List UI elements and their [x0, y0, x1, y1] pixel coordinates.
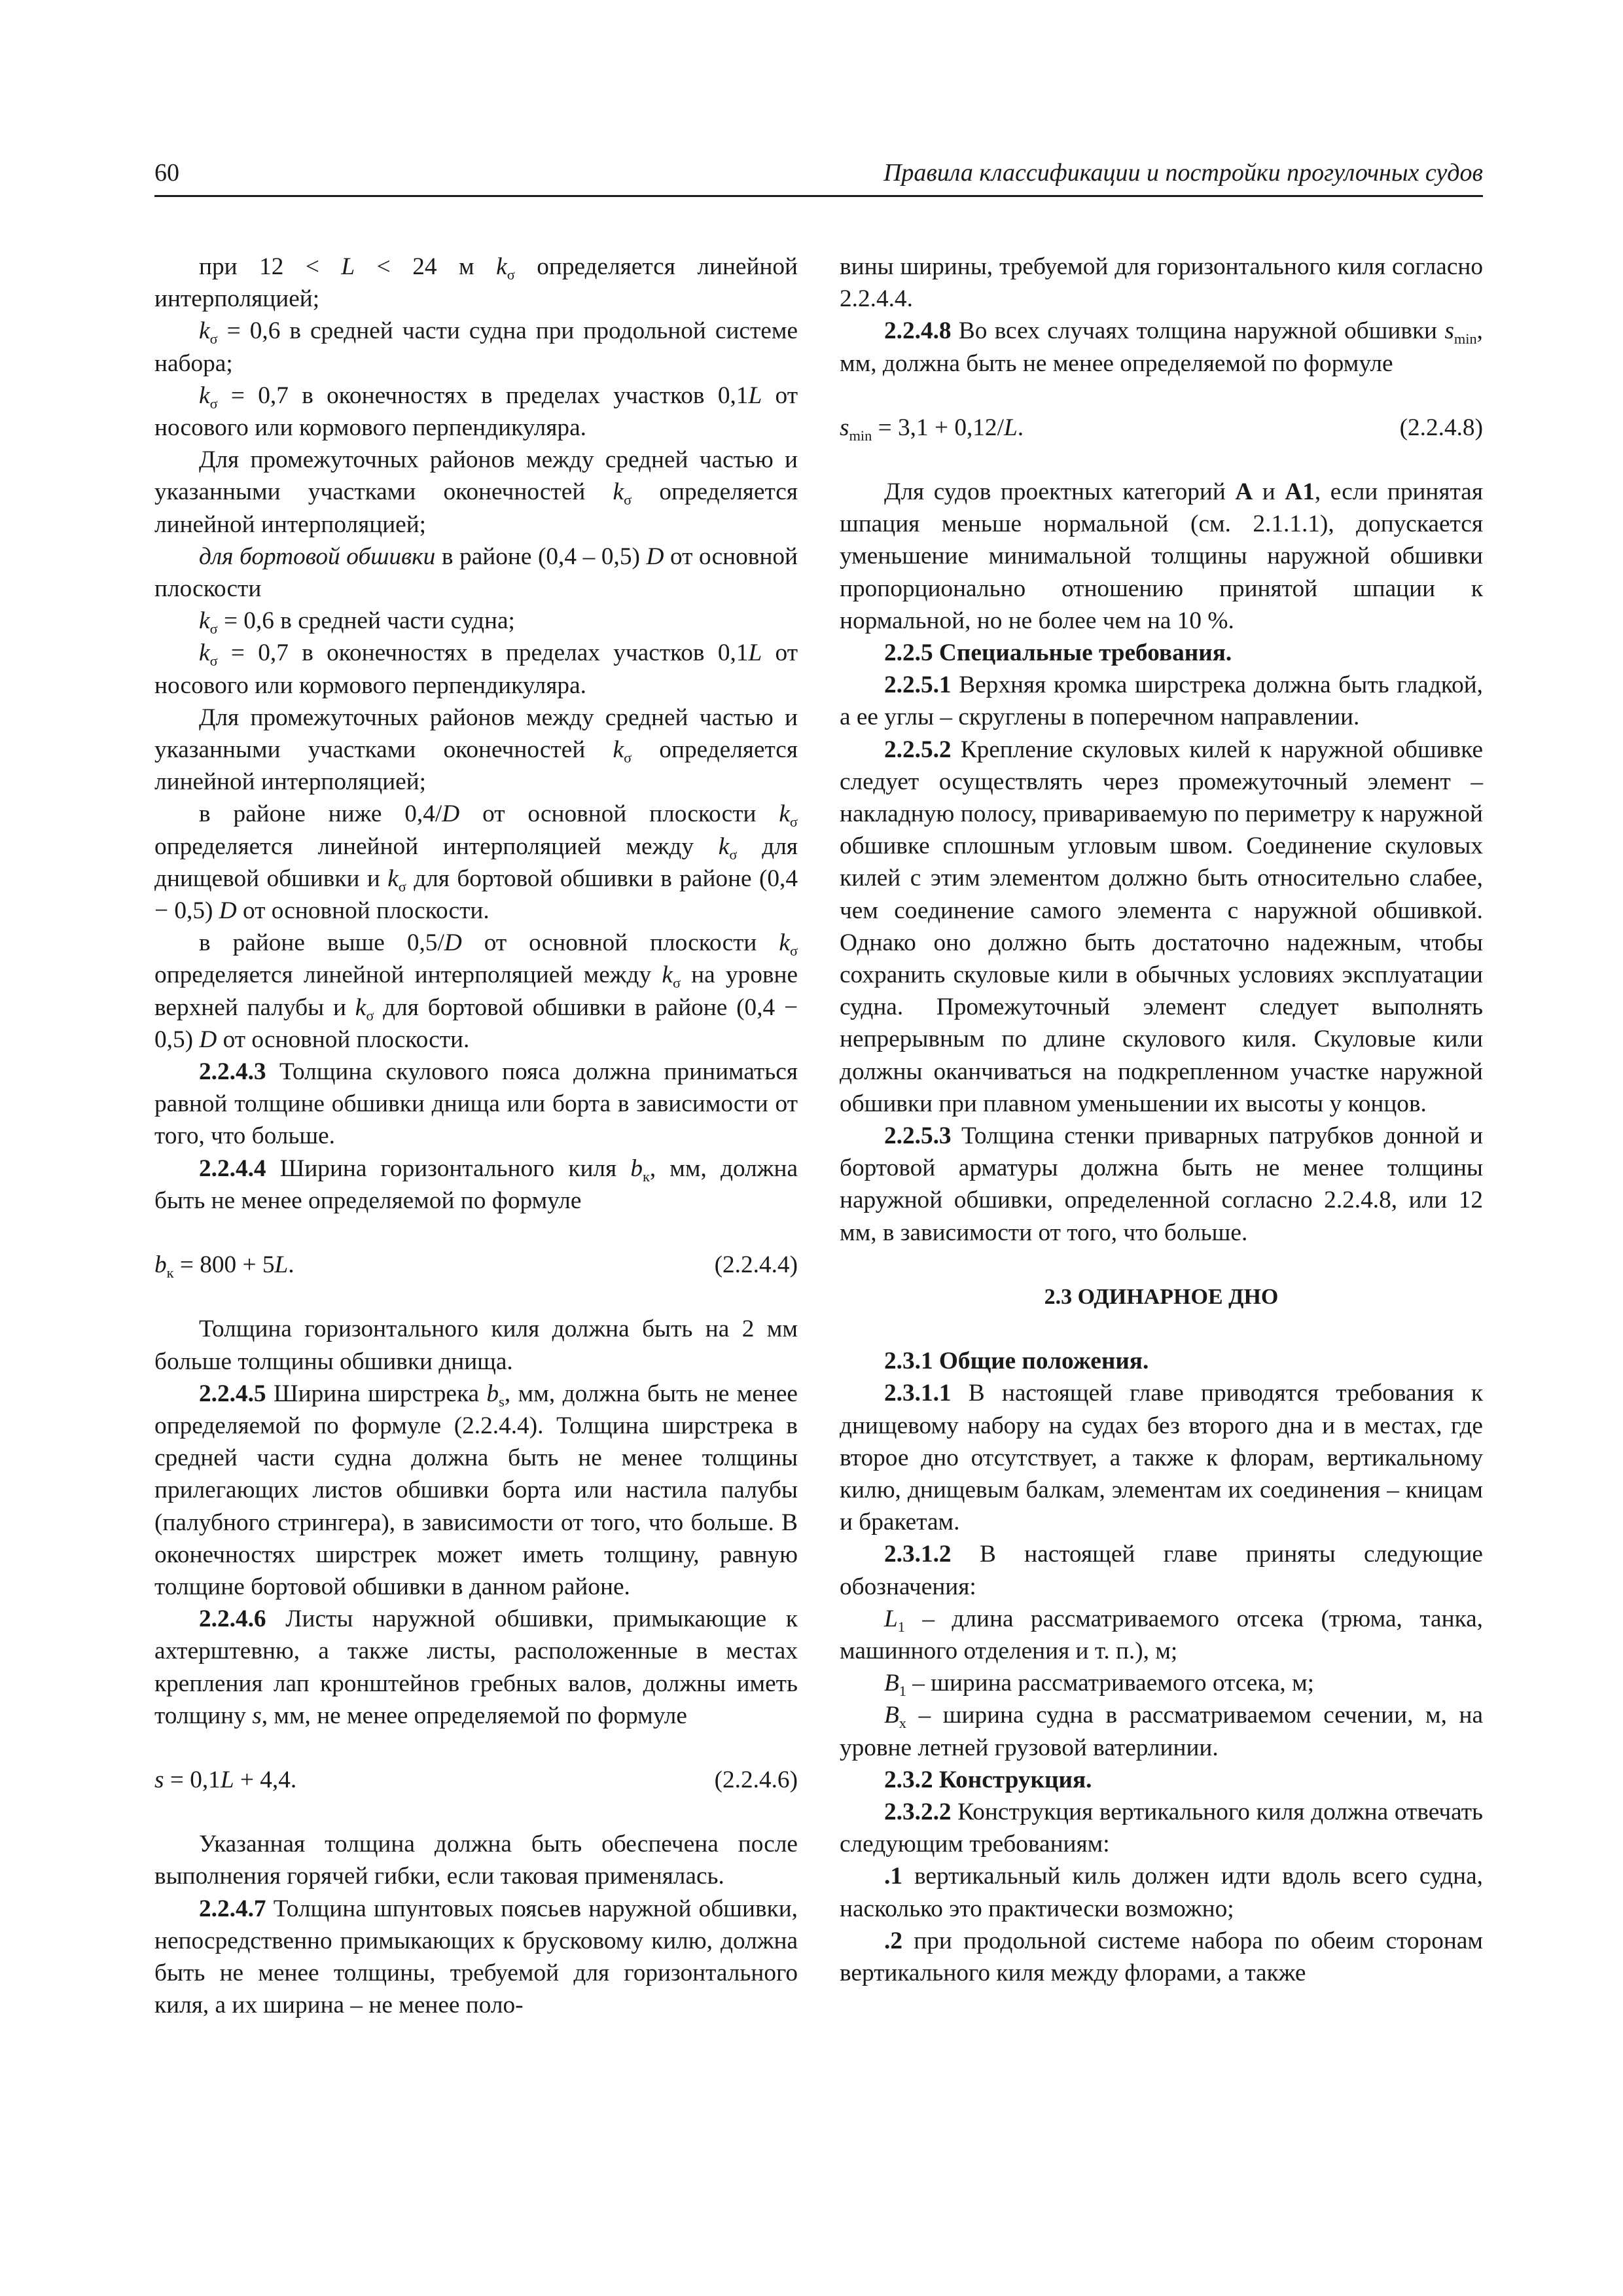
left-column	[154, 251, 798, 2021]
paragraph: 2.2.4.3 Толщина скулового пояса должна приниматься равной толщине обшивки днища или борта в зависимости от того, что больше.	[154, 1058, 798, 1150]
paragraph: 2.3.2.2 Конструкция вертикального киля должна отвечать следующим требованиям:	[840, 1798, 1483, 1858]
list-item: .2 при продольной системе набора по обеим сторонам вертикального киля между флорами, а также	[840, 1927, 1483, 1986]
paragraph: 2.2.5.2 Крепление скуловых килей к наружной обшивке следует осуществлять через промежуточный элемент – накладную полосу, привариваемую по периметру к наружной обшивке сплошным угловым швом. Соединение скуловых килей с этим элементом должно быть относительно слабее, чем соединение самого элемента с наружной обшивкой. Однако оно должно быть достаточно надежным, чтобы сохранить скуловые кили в обычных условиях эксплуатации судна. Промежуточный элемент следует выполнять непрерывным по длине скулового киля. Скуловые кили должны оканчиваться на подкрепленном участке наружной обшивки при плавном уменьшении их высоты у концов.	[840, 736, 1483, 1117]
page-header	[154, 157, 1483, 197]
subsection-heading: 2.3.1 Общие положения.	[884, 1348, 1149, 1375]
paragraph: $k_\sigma = 0,6$ в средней части судна при продольной системе набора;	[154, 317, 798, 377]
paragraph: $k_\sigma = 0,7$ в оконечностях в пределах участков 0,1L от носового или кормового перпендикуляра.	[154, 382, 798, 442]
subsection-heading: 2.3.2 Конструкция.	[884, 1766, 1092, 1793]
definition-item: $B_1$ – ширина рассматриваемого отсека, м;	[884, 1670, 1315, 1700]
definition-item: $B_x$ – ширина судна в рассматриваемом сечении, м, на уровне летней грузовой ватерлинии.	[840, 1702, 1483, 1761]
paragraph: в районе выше 0,5/D от основной плоскости $k_\sigma$ определяется линейной интерполяцией между $k_\sigma$ на уровне верхней палубы и $k_\sigma$ для бортовой обшивки в районе (0,4 − 0,5) D от основной плоскости.	[154, 929, 798, 1053]
section-title: 2.3 ОДИНАРНОЕ ДНО	[1044, 1284, 1279, 1309]
paragraph: для бортовой обшивки в районе (0,4 – 0,5) D от основной плоскости	[154, 543, 798, 603]
definition-item: $L_1$ – длина рассматриваемого отсека (трюма, танка, машинного отделения и т. п.), м;	[840, 1605, 1483, 1664]
running-title: Правила классификации и постройки прогулочных судов	[883, 159, 1483, 187]
formula-number: (2.2.4.8)	[1399, 414, 1483, 441]
subsection-heading: 2.2.5 Специальные требования.	[884, 639, 1232, 667]
paragraph: $k_\sigma = 0,6$ в средней части судна;	[199, 607, 515, 637]
right-column	[840, 251, 1483, 1989]
paragraph: 2.3.1.1 В настоящей главе приводятся требования к днищевому набору на судах без второго дна и в местах, где второе дно отсутствует, а также к флорам, вертикальному килю, днищевым балкам, элементам их соединения – кницам и бракетам.	[840, 1380, 1483, 1536]
paragraph: 2.2.4.4 Ширина горизонтального киля $b_к$, мм, должна быть не менее определяемой по формуле	[154, 1155, 798, 1214]
paragraph: 2.3.1.2 В настоящей главе приняты следующие обозначения:	[840, 1541, 1483, 1600]
paragraph: 2.2.5.3 Толщина стенки приварных патрубков донной и бортовой арматуры должна быть не менее толщины наружной обшивки, определенной согласно 2.2.4.8, или 12 мм, в зависимости от того, что больше.	[840, 1122, 1483, 1246]
paragraph: 2.2.4.5 Ширина ширстрека $b_s$, мм, должна быть не менее определяемой по формуле (2.2.4.4). Толщина ширстрека в средней части судна должна быть не менее толщины прилегающих листов обшивки борта или настила палубы (палубного стрингера), в зависимости от того, что больше. В оконечностях ширстрек может иметь толщину, равную толщине бортовой обшивки в данном районе.	[154, 1380, 798, 1600]
formula: $s_{min} = 3,1 + 0,12/L$. (2.2.4.8)	[840, 412, 1483, 444]
list-item: .1 вертикальный киль должен идти вдоль всего судна, насколько это практически возможно;	[840, 1863, 1483, 1922]
paragraph: $k_\sigma = 0,7$ в оконечностях в пределах участков 0,1L от носового или кормового перпендикуляра.	[154, 639, 798, 699]
paragraph: Указанная толщина должна быть обеспечена после выполнения горячей гибки, если таковая применялась.	[154, 1831, 798, 1890]
paragraph: Для судов проектных категорий А и А1, если принятая шпация меньше нормальной (см. 2.1.1.1), допускается уменьшение минимальной толщины наружной обшивки пропорционально отношению принятой шпации к нормальной, но не более чем на 10 %.	[840, 478, 1484, 634]
paragraph: Для промежуточных районов между средней частью и указанными участками оконечностей $k_\sigma$ определяется линейной интерполяцией;	[154, 446, 798, 538]
paragraph: в районе ниже 0,4/D от основной плоскости $k_\sigma$ определяется линейной интерполяцией между $k_\sigma$ для днищевой обшивки и $k_\sigma$ для бортовой обшивки в районе (0,4 − 0,5) D от основной плоскости.	[154, 800, 798, 925]
paragraph: 2.2.4.6 Листы наружной обшивки, примыкающие к ахтерштевню, а также листы, расположенные в местах крепления лап кронштейнов гребных валов, должны иметь толщину s, мм, не менее определяемой по формуле	[154, 1605, 798, 1729]
formula-number: (2.2.4.6)	[714, 1766, 798, 1793]
formula: $b_к = 800 + 5L$. (2.2.4.4)	[154, 1249, 798, 1281]
paragraph: 2.2.5.1 Верхняя кромка ширстрека должна быть гладкой, а ее углы – скруглены в поперечном направлении.	[840, 672, 1483, 731]
paragraph: вины ширины, требуемой для горизонтального киля согласно 2.2.4.4.	[840, 253, 1483, 313]
paragraph: при 12 < L < 24 м $k_\sigma$ определяется линейной интерполяцией;	[154, 253, 798, 313]
paragraph: 2.2.4.7 Толщина шпунтовых поясьев наружной обшивки, непосредственно примыкающих к брусковому килю, должна быть не менее толщины, требуемой для горизонтального киля, а их ширина – не менее поло-	[154, 1895, 798, 2019]
paragraph: Для промежуточных районов между средней частью и указанными участками оконечностей $k_\sigma$ определяется линейной интерполяцией;	[154, 704, 798, 796]
formula: s = 0,1L + 4,4. (2.2.4.6)	[154, 1764, 798, 1796]
paragraph: Толщина горизонтального киля должна быть на 2 мм больше толщины обшивки днища.	[154, 1316, 798, 1375]
page-number: 60	[154, 159, 179, 187]
formula-number: (2.2.4.4)	[714, 1251, 798, 1279]
paragraph: 2.2.4.8 Во всех случаях толщина наружной обшивки $s_{min}$, мм, должна быть не менее определяемой по формуле	[840, 317, 1483, 377]
